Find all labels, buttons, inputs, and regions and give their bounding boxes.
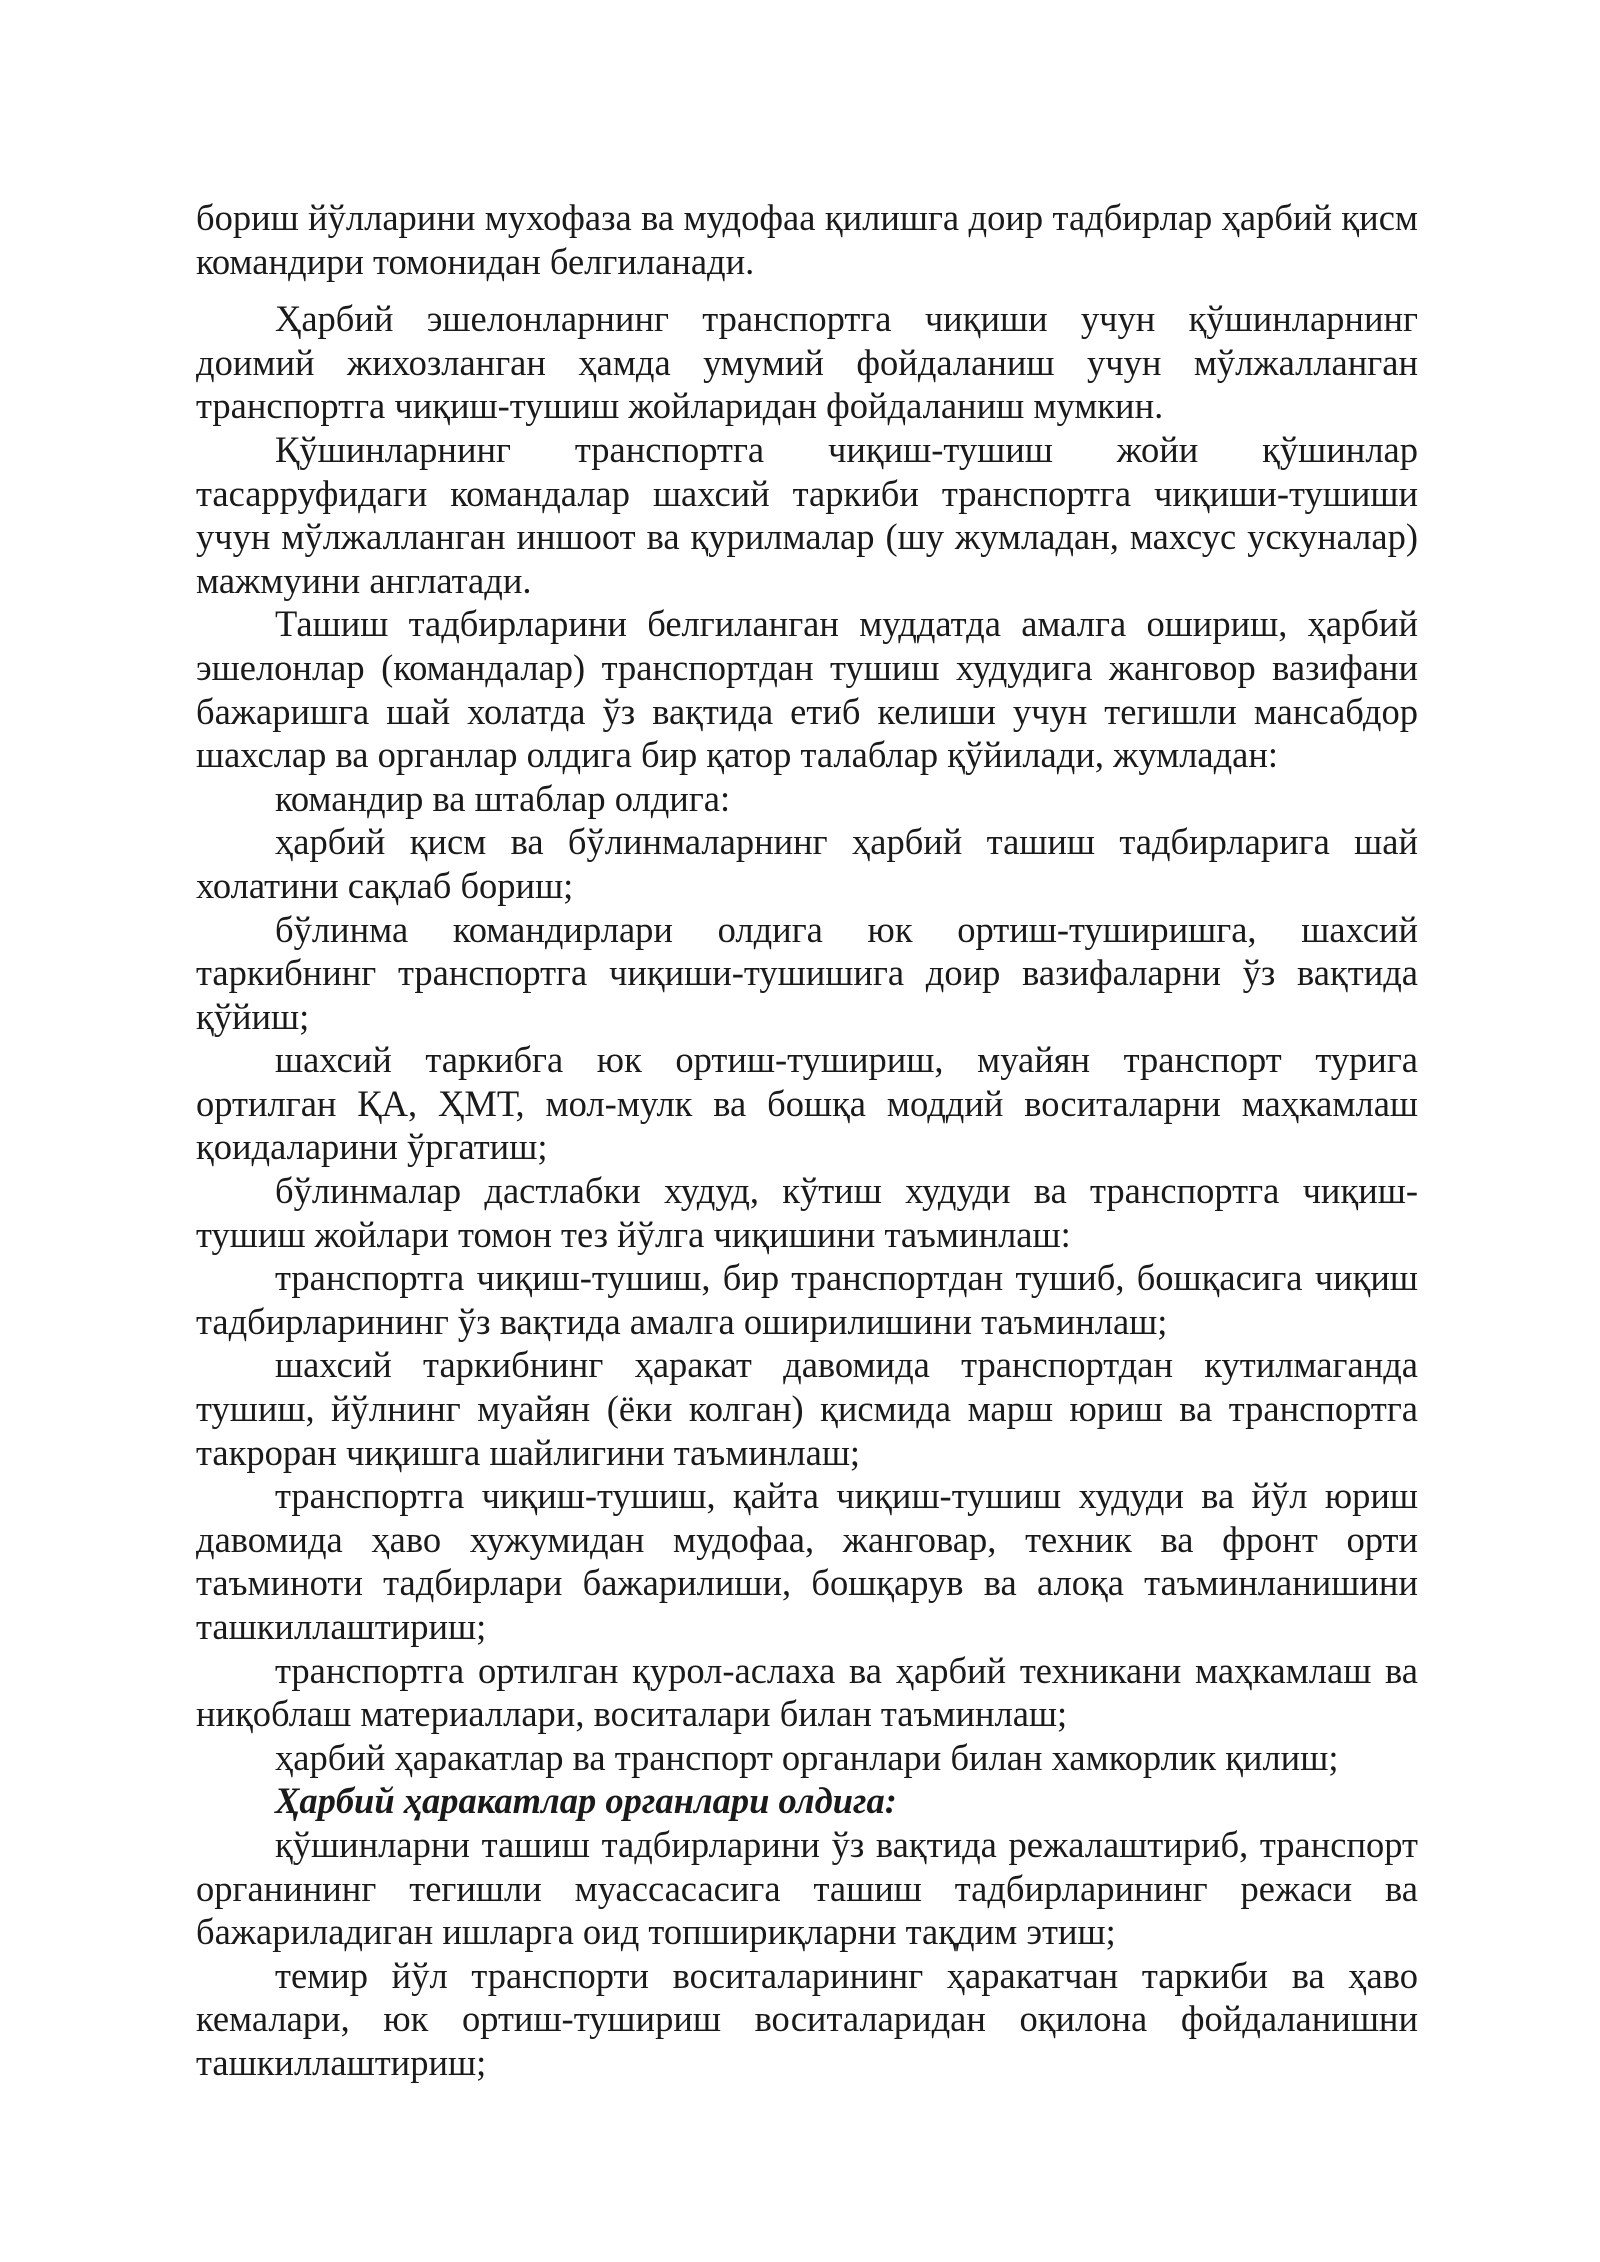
list-item: шахсий таркибнинг ҳаракат давомида транспортдан кутилмаганда тушиш, йўлнинг муайян (ёки колган) қисмида марш юриш ва транспортга такроран чиқишга шайлигини таъминлаш; <box>196 1344 1418 1473</box>
document-page <box>196 196 1418 2085</box>
paragraph-continuation: бориш йўлларини мухофаза ва мудофаа қилишга доир тадбирлар ҳарбий қисм командири томонидан белгиланади. <box>196 197 1418 282</box>
list-item: шахсий таркибга юк ортиш-тушириш, муайян транспорт турига ортилган ҚА, ҲМТ, мол-мулк ва бошқа моддий воситаларни маҳкамлаш қоидаларини ўргатиш; <box>196 1039 1418 1168</box>
list-item: ҳарбий қисм ва бўлинмаларнинг ҳарбий ташиш тадбирларига шай холатини сақлаб бориш; <box>196 821 1418 906</box>
list-item: транспортга ортилган қурол-аслаха ва ҳарбий техникани маҳкамлаш ва ниқоблаш материаллари, воситалари билан таъминлаш; <box>196 1649 1418 1735</box>
list-item: транспортга чиқиш-тушиш, қайта чиқиш-тушиш худуди ва йўл юриш давомида ҳаво хужумидан мудофаа, жанговар, техник ва фронт орти таъминоти тадбирлари бажарилиши, бошқарув ва алоқа таъминланишини ташкиллаштириш; <box>196 1475 1418 1647</box>
paragraph-commanders-staffs: командир ва штаблар олдига: <box>275 777 731 819</box>
list-item: бўлинма командирлари олдига юк ортиш-туширишга, шахсий таркибнинг транспортга чиқиши-тушишига доир вазифаларни ўз вақтида қўйиш; <box>196 908 1418 1037</box>
paragraph-requirements-intro: Ташиш тадбирларини белгиланган муддатда амалга ошириш, ҳарбий эшелонлар (командалар) транспортдан тушиш худудига жанговор вазифани бажаришга шай холатда ўз вақтида етиб келиши учун тегишли мансабдор шахслар ва органлар олдига бир қатор талаблар қўйилади, жумладан: <box>196 603 1418 776</box>
section-heading: Ҳарбий ҳаракатлар органлари олдига: <box>275 1780 897 1822</box>
paragraph-echelon-boarding: Ҳарбий эшелонларнинг транспортга чиқиши учун қўшинларнинг доимий жихозланган ҳамда умумий фойдаланиш учун мўлжалланган транспортга чиқиш-тушиш жойларидан фойдаланиш мумкин. <box>196 298 1418 427</box>
list-item: транспортга чиқиш-тушиш, бир транспортдан тушиб, бошқасига чиқиш тадбирларининг ўз вақтида амалга оширилишини таъминлаш; <box>196 1257 1418 1342</box>
list-item: ҳарбий ҳаракатлар ва транспорт органлари билан хамкорлик қилиш; <box>275 1736 1339 1778</box>
list-item: темир йўл транспорти воситаларининг ҳаракатчан таркиби ва ҳаво кемалари, юк ортиш-тушириш воситаларидан оқилона фойдаланишни ташкиллаштириш; <box>196 1954 1418 2083</box>
paragraph-boarding-place-definition: Қўшинларнинг транспортга чиқиш-тушиш жойи қўшинлар тасарруфидаги командалар шахсий таркиби транспортга чиқиши-тушиши учун мўлжалланган иншоот ва қурилмалар (шу жумладан, махсус ускуналар) мажмуини англатади. <box>196 428 1418 601</box>
list-item: қўшинларни ташиш тадбирларини ўз вақтида режалаштириб, транспорт органининг тегишли муассасасига ташиш тадбирларининг режаси ва бажариладиган ишларга оид топшириқларни тақдим этиш; <box>196 1823 1418 1953</box>
list-item: бўлинмалар дастлабки худуд, кўтиш худуди ва транспортга чиқиш-тушиш жойлари томон тез йўлга чиқишини таъминлаш: <box>196 1170 1418 1255</box>
